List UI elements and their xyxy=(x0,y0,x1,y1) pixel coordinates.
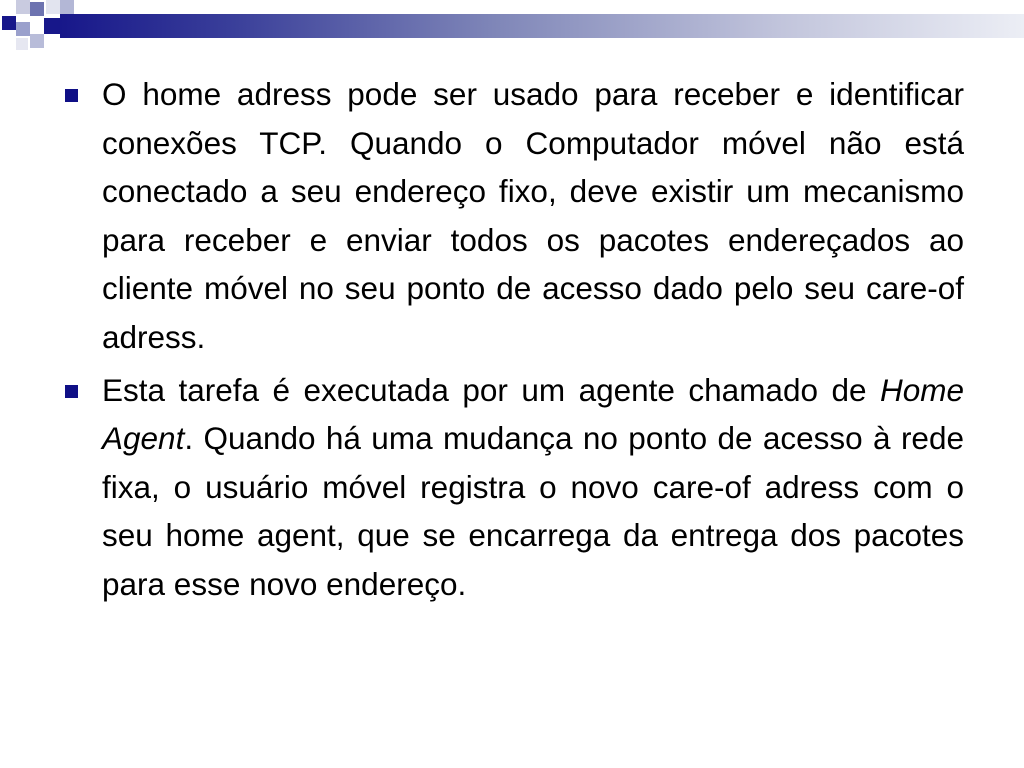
bullet-item xyxy=(62,70,964,362)
bullet-list xyxy=(62,70,964,613)
bullet-text-start: Esta tarefa é executada por um agente chamado de xyxy=(102,371,880,408)
bullet-text: O home adress pode ser usado para receber e identificar conexões TCP. Quando o Computador móvel não está conectado a seu endereço fixo, deve existir um mecanismo para receber e enviar todos os pacotes endereçados ao cliente móvel no seu ponto de acesso dado pelo seu care-of adress. xyxy=(102,76,964,355)
square-bullet-icon xyxy=(65,385,78,398)
home-agent-term: Home Agent xyxy=(102,371,964,457)
square-bullet-icon xyxy=(65,89,78,102)
bullet-text xyxy=(102,366,964,609)
bullet-item xyxy=(62,366,964,609)
bullet-text-end: . Quando há uma mudança no ponto de acesso à rede fixa, o usuário móvel registra o novo care-of adress com o seu home agent, que se encarrega da entrega dos pacotes para esse novo endereço. xyxy=(102,420,964,602)
header-gradient-bar xyxy=(60,14,1024,38)
